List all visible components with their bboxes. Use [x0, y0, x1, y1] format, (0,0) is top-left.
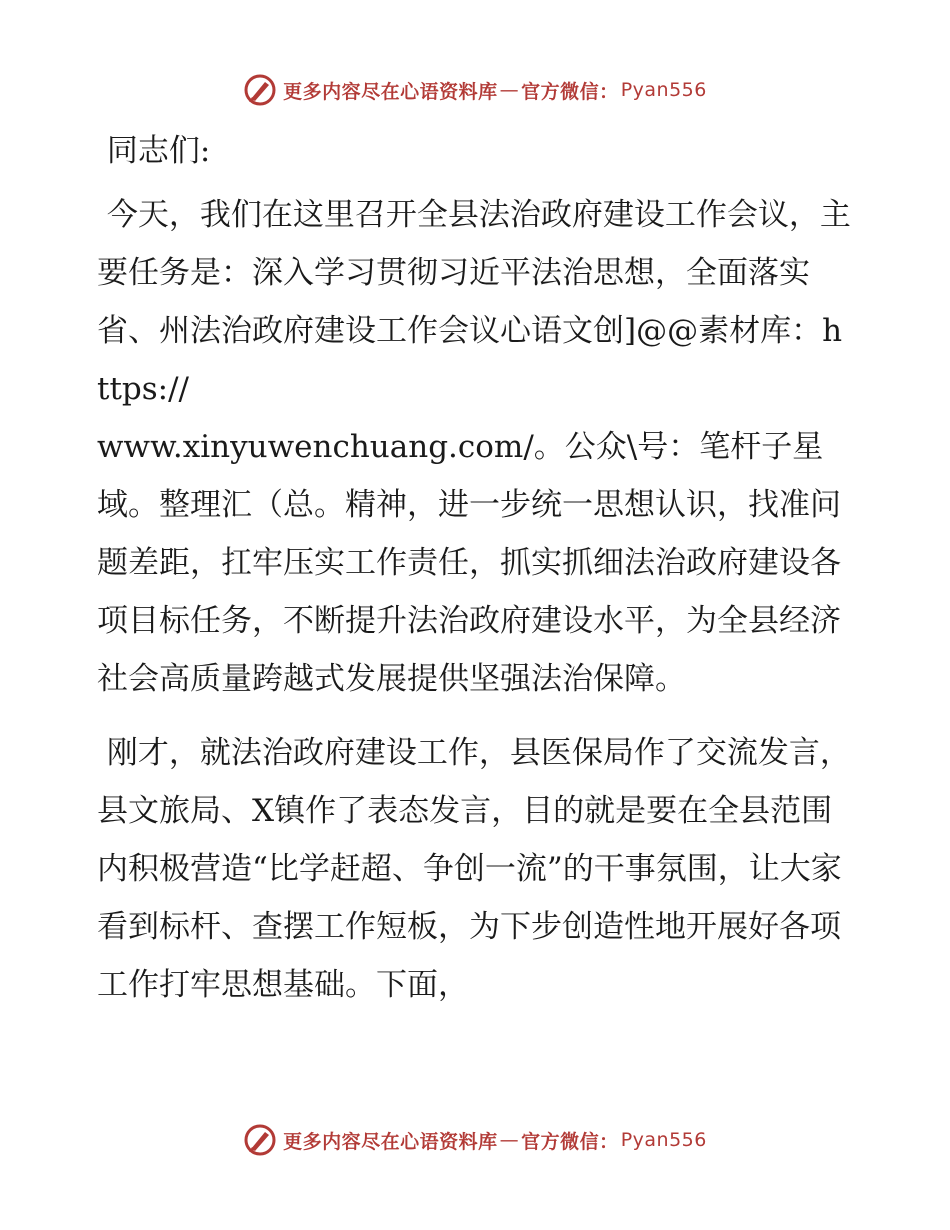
header-watermark	[0, 70, 950, 110]
document-body	[97, 122, 852, 1014]
watermark-official: 官方微信：	[521, 1130, 619, 1153]
pen-logo-icon	[243, 1123, 277, 1157]
watermark-official: 官方微信：	[521, 80, 619, 103]
paragraph-1: 今天，我们在这里召开全县法治政府建设工作会议，主要任务是：深入学习贯彻习近平法治思想，全面落实省、州法治政府建设工作会议心语文创]@@素材库：https:// www.xinyuwenchuang.com/。公众\号：笔杆子星域。整理汇（总。精神，进一步统一思想认识，找准问题差距，扛牢压实工作责任，抓实抓细法治政府建设各项目标任务，不断提升法治政府建设水平，为全县经济社会高质量跨越式发展提供坚强法治保障。	[97, 197, 851, 697]
pen-logo-icon	[243, 73, 277, 107]
greeting: 同志们:	[97, 133, 211, 169]
watermark-dash: —	[499, 79, 520, 101]
paragraph-2: 刚才，就法治政府建设工作，县医保局作了交流发言，县文旅局、X镇作了表态发言，目的就是要在全县范围内积极营造“比学赶超、争创一流”的干事氛围，让大家看到标杆、查摆工作短板，为下步创造性地开展好各项工作打牢思想基础。下面，	[97, 735, 851, 1003]
footer-watermark	[0, 1120, 950, 1160]
watermark-brand: 更多内容尽在心语资料库	[283, 80, 498, 103]
watermark-dash: —	[499, 1129, 520, 1151]
watermark-brand: 更多内容尽在心语资料库	[283, 1130, 498, 1153]
watermark-wechat-id: Pyan556	[620, 1129, 707, 1151]
watermark-wechat-id: Pyan556	[620, 79, 707, 101]
